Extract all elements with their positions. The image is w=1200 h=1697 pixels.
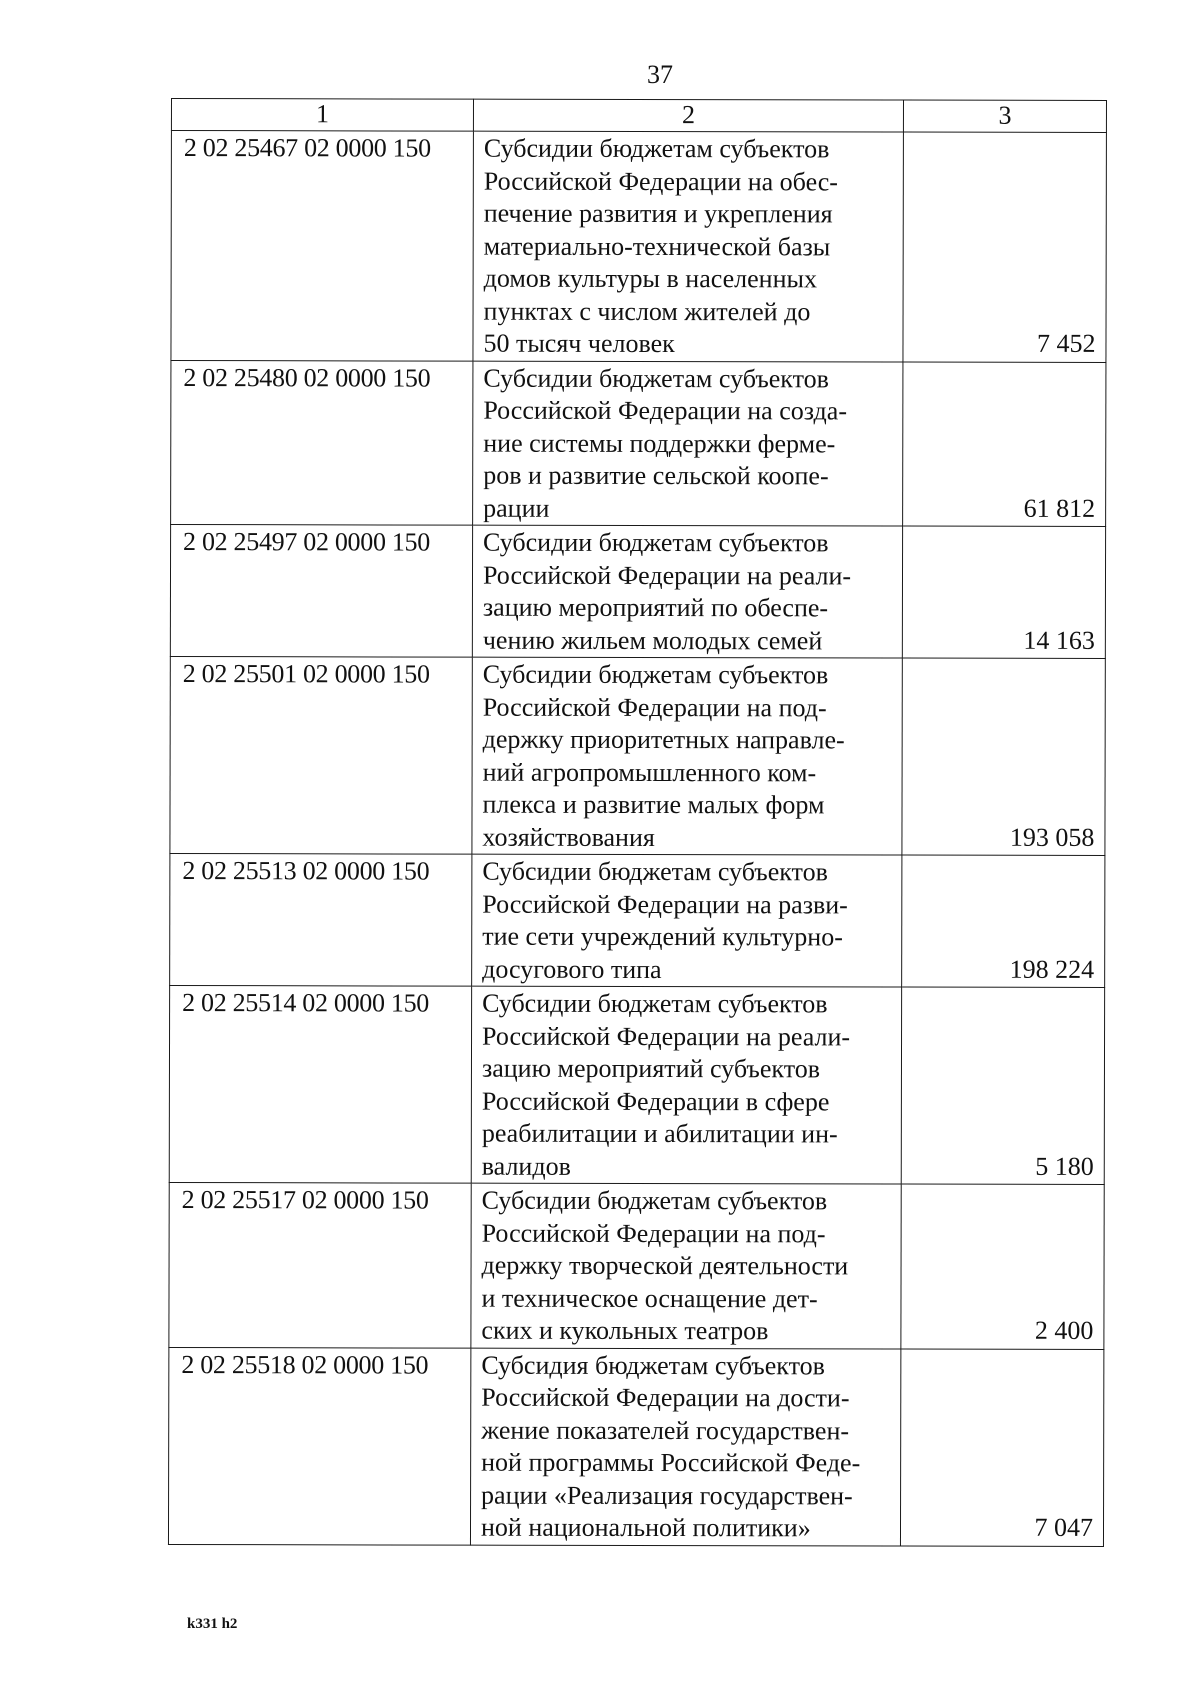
income-name-cell [470,1348,900,1546]
income-name-line: досугового типа [482,954,662,984]
column-header-name: 2 [473,99,903,132]
income-name-line: Субсидии бюджетам субъектов [482,856,828,887]
income-name-line: Субсидия бюджетам субъектов [481,1350,825,1380]
income-name-line: Субсидии бюджетам субъектов [482,988,828,1019]
income-name-line: Российской Федерации на реали- [482,560,852,590]
amount-cell: 198 224 [902,855,1105,987]
income-name-line: Российской Федерации на обес- [483,166,839,196]
income-name-line: печение развития и укрепления [483,198,833,229]
header-row [171,99,1106,133]
income-code-cell: 2 02 25467 02 0000 150 [171,131,473,361]
amount-cell: 5 180 [901,987,1104,1184]
budget-table [168,98,1107,1546]
page-number: 37 [647,60,673,89]
income-name-line: Российской Федерации в сфере [481,1086,830,1116]
income-name-line: Российской Федерации на разви- [482,889,848,919]
table-row [171,131,1106,362]
income-name-line: Российской Федерации на созда- [483,395,848,426]
income-name-line: ние системы поддержки ферме- [483,428,836,458]
amount-cell: 193 058 [902,658,1105,855]
income-name-line: зацию мероприятий по обеспе- [482,592,829,623]
income-name-line: держку приоритетных направле- [482,724,845,755]
document-code: k331 h2 [187,1616,238,1632]
income-name-line: ров и развитие сельской коопе- [483,460,829,491]
income-code-cell: 2 02 25480 02 0000 150 [171,360,473,525]
income-name-line: чению жильем молодых семей [482,625,823,655]
income-name-line: валидов [481,1151,571,1181]
income-name-cell [472,854,902,987]
income-name-line: Российской Федерации на дости- [481,1382,850,1413]
income-name-line: материально-технической базы [483,231,831,261]
table-row [170,525,1105,659]
income-name-cell [472,525,902,658]
income-name-line: держку творческой деятельности [481,1250,849,1281]
income-name-cell [472,657,902,855]
income-name-line: и техническое оснащение дет- [481,1283,818,1313]
income-code-cell: 2 02 25517 02 0000 150 [169,1182,471,1347]
income-name-cell [471,1183,901,1348]
table-row [168,1347,1103,1546]
income-name-line: Российской Федерации на реали- [482,1021,851,1051]
table-row [169,985,1104,1184]
amount-cell: 61 812 [903,362,1106,527]
column-header-amount: 3 [903,100,1106,132]
income-name-line: ной национальной политики» [480,1512,811,1543]
income-name-line: Российской Федерации на под- [481,1218,826,1248]
income-name-line: 50 тысяч человек [483,328,675,359]
income-code-cell: 2 02 25497 02 0000 150 [170,525,472,658]
income-name-line: ний агропромышленного ком- [482,757,817,787]
income-name-cell [471,986,901,1184]
amount-cell: 7 047 [900,1349,1103,1546]
income-code-cell: 2 02 25513 02 0000 150 [170,853,472,986]
income-code-cell: 2 02 25501 02 0000 150 [170,656,472,854]
income-name-line: реабилитации и абилитации ин- [481,1118,838,1149]
amount-cell: 14 163 [902,526,1105,658]
column-header-code: 1 [171,99,473,132]
income-name-line: плекса и развитие малых форм [482,789,825,820]
income-name-line: рации [483,493,550,523]
income-code-cell: 2 02 25518 02 0000 150 [168,1347,470,1545]
income-name-line: жение показателей государствен- [481,1415,850,1445]
income-name-cell [473,361,903,526]
income-name-cell [473,131,903,361]
income-code-cell: 2 02 25514 02 0000 150 [169,985,471,1183]
income-name-line: ной программы Российской Феде- [481,1447,861,1478]
income-name-line: Субсидии бюджетам субъектов [481,1185,828,1216]
income-name-line: пунктах с числом жителей до [483,296,811,326]
income-name-line: домов культуры в населенных [483,263,818,294]
income-name-line: тие сети учреждений культурно- [482,921,843,952]
income-name-line: рации «Реализация государствен- [481,1480,853,1510]
income-name-line: ских и кукольных театров [481,1315,769,1346]
income-name-line: Субсидии бюджетам субъектов [483,133,830,164]
income-name-line: зацию мероприятий субъектов [481,1053,821,1084]
table-row [170,853,1105,987]
table-row [171,360,1106,526]
amount-cell: 7 452 [903,132,1106,362]
table-row [169,1182,1104,1348]
table-row [170,656,1105,855]
income-name-line: Российской Федерации на под- [482,692,827,722]
income-name-line: Субсидии бюджетам субъектов [483,363,829,393]
income-name-line: хозяйствования [482,822,655,852]
income-name-line: Субсидии бюджетам субъектов [483,527,829,558]
amount-cell: 2 400 [901,1184,1104,1349]
income-name-line: Субсидии бюджетам субъектов [482,659,829,690]
